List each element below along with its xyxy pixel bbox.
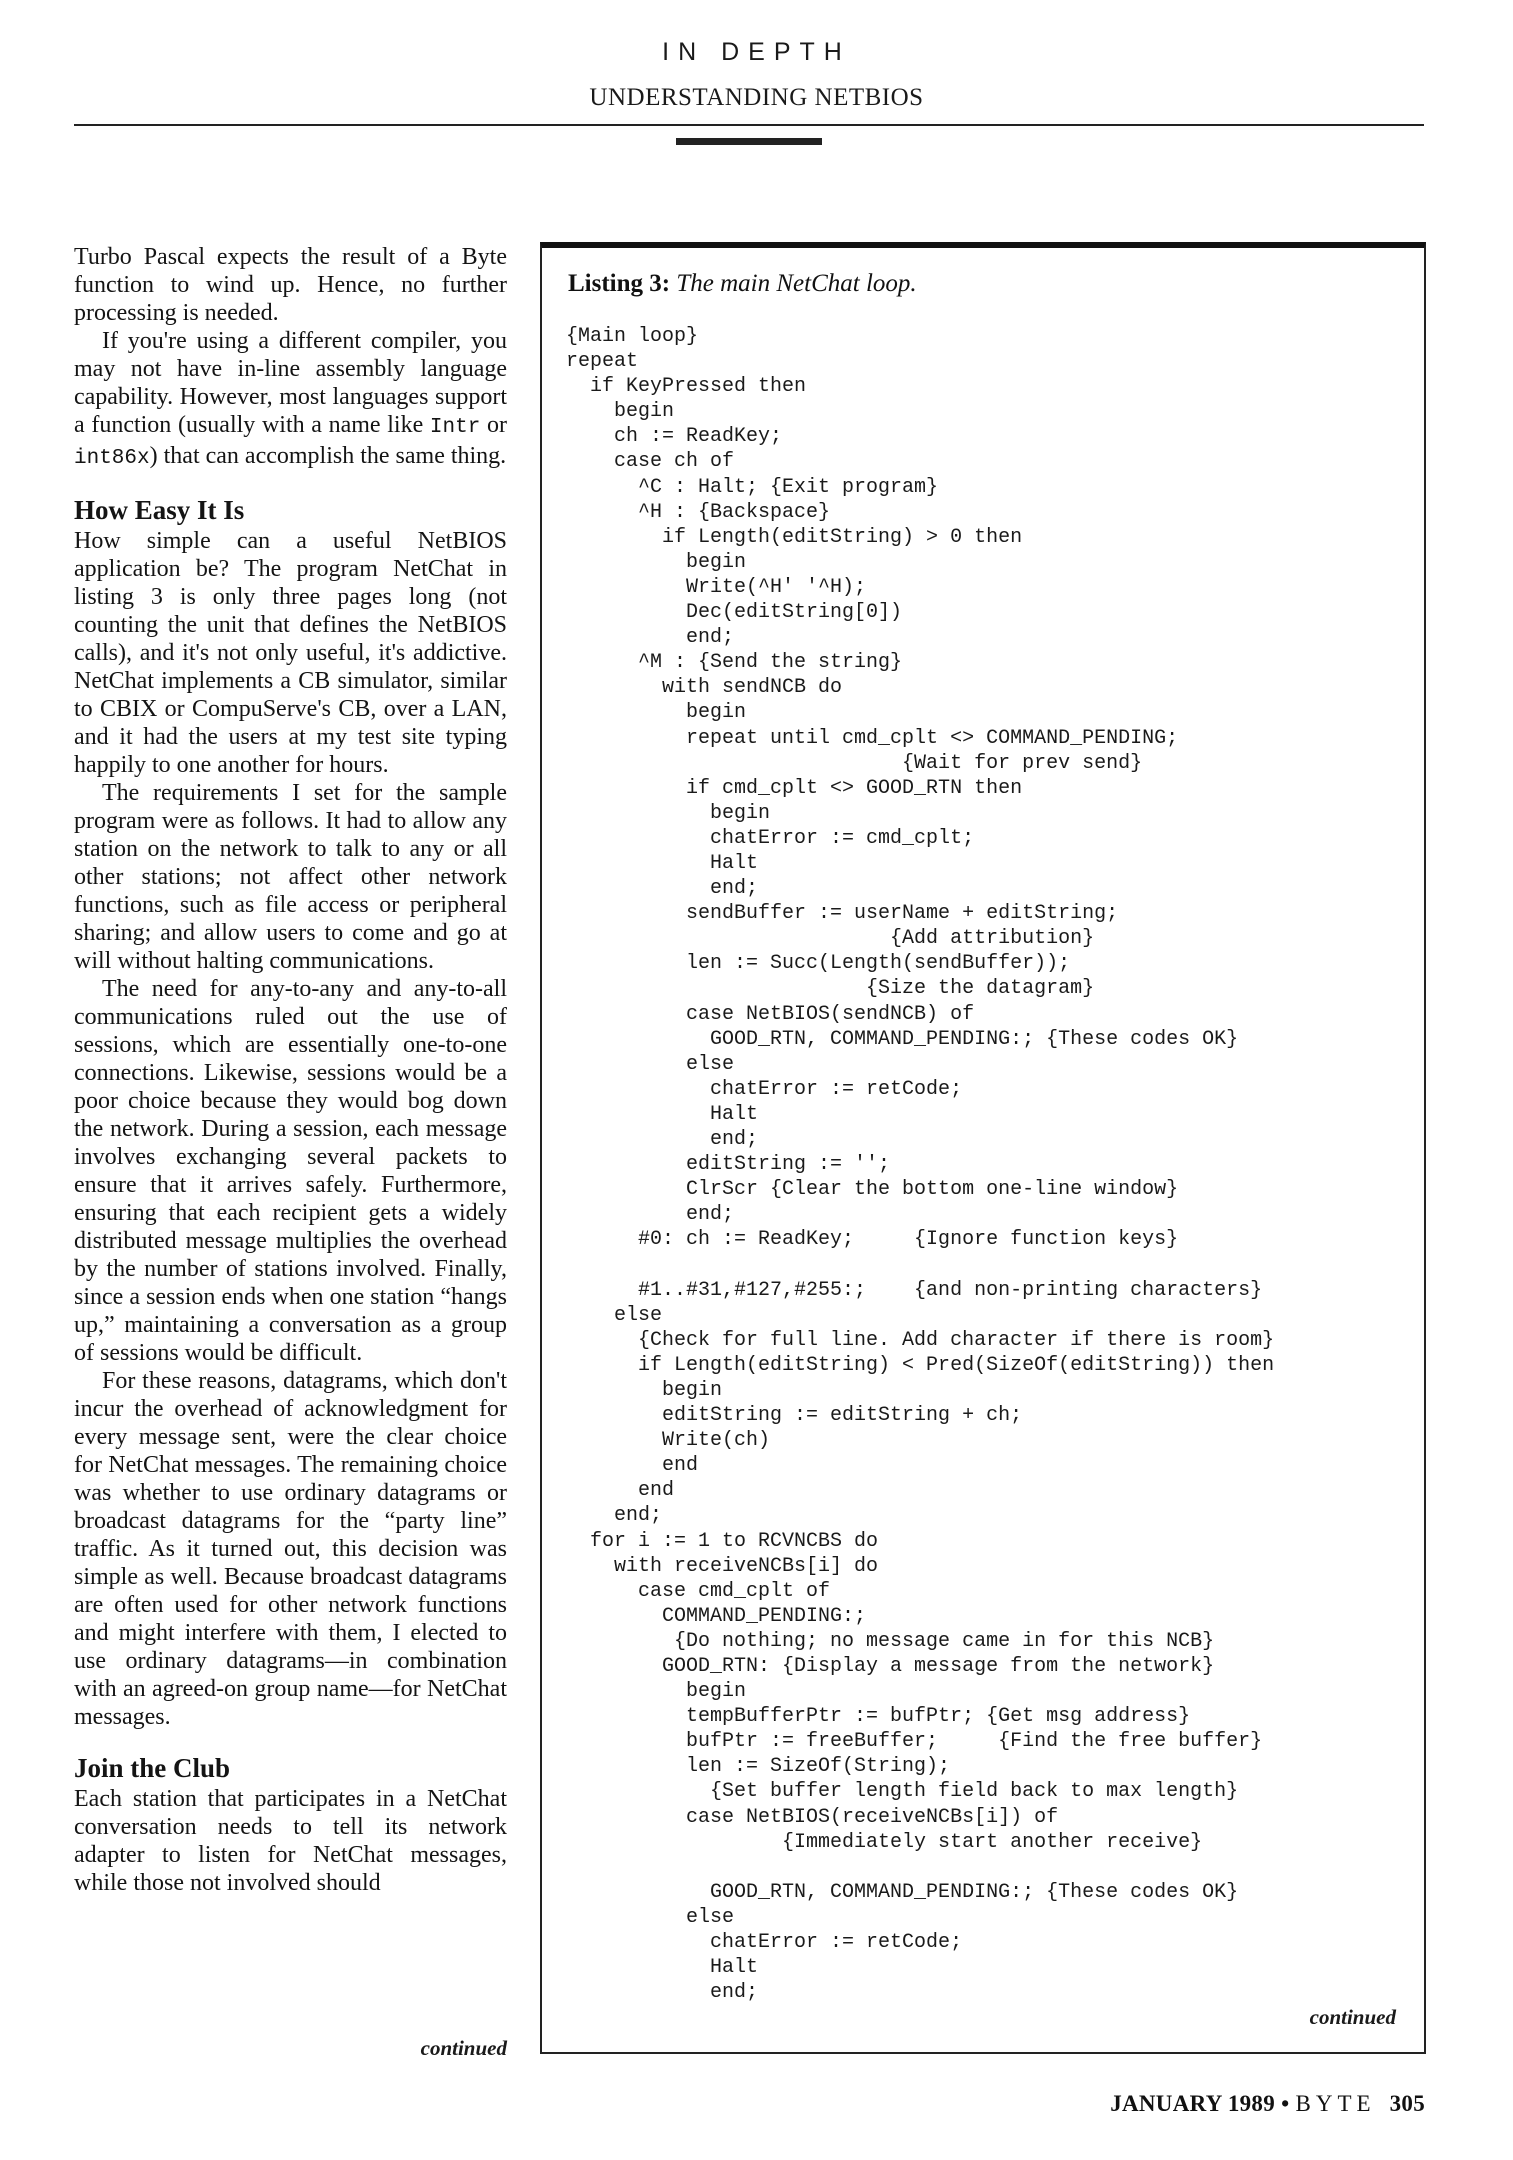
article-paragraph: For these reasons, datagrams, which don't incur the overhead of acknowledgment for every message sent, were the clear choice for NetChat messages. The remaining choice was whether to use ordinary datagrams or broadcast datagrams for the “party line” traffic. As it turned out, this decision was simple as well. Because broadcast datagrams are often used for other network functions and might interfere with them, I elected to use ordinary datagrams—in combination with an agreed-on group name—for NetChat messages.: [74, 1368, 507, 1730]
text-run: ) that can accomplish the same thing.: [149, 443, 507, 469]
issue-date: JANUARY 1989: [1110, 2091, 1276, 2116]
subheading-join-the-club: Join the Club: [74, 1753, 231, 1783]
inline-code-int86x: int86x: [74, 447, 150, 470]
article-body: [74, 243, 507, 1897]
article-paragraph: The need for any-to-any and any-to-all communications ruled out the use of sessions, which are essentially one-to-one connections. Likewise, sessions would be a poor choice because they would bog down the network. During a session, each message involves exchanging several packets to ensure that it arrives safely. Furthermore, ensuring that each recipient gets a widely distributed message multiplies the overhead by the number of stations involved. Finally, since a session ends when one station “hangs up,” maintaining a conversation as a group of sessions would be difficult.: [74, 976, 507, 1366]
inline-code-intr: Intr: [429, 416, 481, 439]
listing-number: Listing 3:: [568, 270, 671, 297]
bullet-separator: •: [1281, 2091, 1290, 2116]
page-number: 305: [1389, 2091, 1425, 2116]
header-rule: [74, 124, 1424, 126]
code-listing: {Main loop} repeat if KeyPressed then begin ch := ReadKey; case ch of ^C : Halt; {Exit program} ^H : {Backspace} if Length(editString) > 0 then begin Write(^H' '^H); Dec(editString[0]) end; ^M : {Send the string} with sendNCB do begin repeat until cmd_cplt <> COMMAND_PENDING; {Wait for prev send} if cmd_cplt <> GOOD_RTN then begin chatError := cmd_cplt; Halt end; sendBuffer := userName + editString; {Add attribution} len := Succ(Length(sendBuffer)); {Size the datagram} case NetBIOS(sendNCB) of GOOD_RTN, COMMAND_PENDING:; {These codes OK} else chatError := retCode; Halt end; editString := ''; ClrScr {Clear the bottom one-line window} end; #0: ch := ReadKey; {Ignore function keys} #1..#31,#127,#255:; {and non-printing characters} else {Check for full line. Add character if there is room} if Length(editString) < Pred(SizeOf(editString)) then begin editString := editString + ch; Write(ch) end end end; for i := 1 to RCVNCBS do with receiveNCBs[i] do case cmd_cplt of COMMAND_PENDING:; {Do nothing; no message came in for this NCB} GOOD_RTN: {Display a message from the network} begin tempBufferPtr := bufPtr; {Get msg address} bufPtr := freeBuffer; {Find the free buffer} len := SizeOf(String); {Set buffer length field back to max length} case NetBIOS(receiveNCBs[i]) of {Immediately start another receive} GOOD_RTN, COMMAND_PENDING:; {These codes OK} else chatError := retCode; Halt end;: [566, 325, 1275, 2005]
article-paragraph: The requirements I set for the sample program were as follows. It had to allow any station on the network to talk to any or all other stations; not affect other network functions, such as file access or peripheral sharing; and allow users to come and go at will without halting communications.: [74, 780, 507, 974]
text-run: or: [480, 412, 508, 438]
listing-title: [568, 270, 917, 298]
page-footer: [1110, 2091, 1425, 2117]
article-paragraph: How simple can a useful NetBIOS application be? The program NetChat in listing 3 is only three pages long (not counting the unit that defines the NetBIOS calls), and it's not only useful, it's addictive. NetChat implements a CB simulator, similar to CBIX or CompuServe's CB, over a LAN, and it had the users at my test site typing happily to one another for hours.: [74, 528, 507, 778]
subheading-how-easy: How Easy It Is: [74, 495, 245, 525]
article-paragraph: [74, 327, 507, 473]
magazine-name: BYTE: [1295, 2091, 1376, 2116]
article-paragraph: Each station that participates in a NetChat conversation needs to tell its network adapter to listen for NetChat messages, while those not involved should: [74, 1786, 507, 1896]
text-run: If you're using a different compiler, you may not have in-line assembly language capability. However, most languages support a function (usually with a name like: [74, 328, 507, 438]
listing-box: [540, 242, 1426, 2054]
section-title: UNDERSTANDING NETBIOS: [589, 84, 924, 111]
listing-caption: The main NetChat loop.: [676, 270, 917, 297]
continued-label-left: continued: [420, 2036, 507, 2060]
article-paragraph: Turbo Pascal expects the result of a Byte function to wind up. Hence, no further processing is needed.: [74, 244, 507, 326]
header-rule-tab: [676, 138, 822, 145]
continued-label-right: continued: [1309, 2005, 1396, 2029]
section-kicker: IN DEPTH: [662, 38, 851, 66]
